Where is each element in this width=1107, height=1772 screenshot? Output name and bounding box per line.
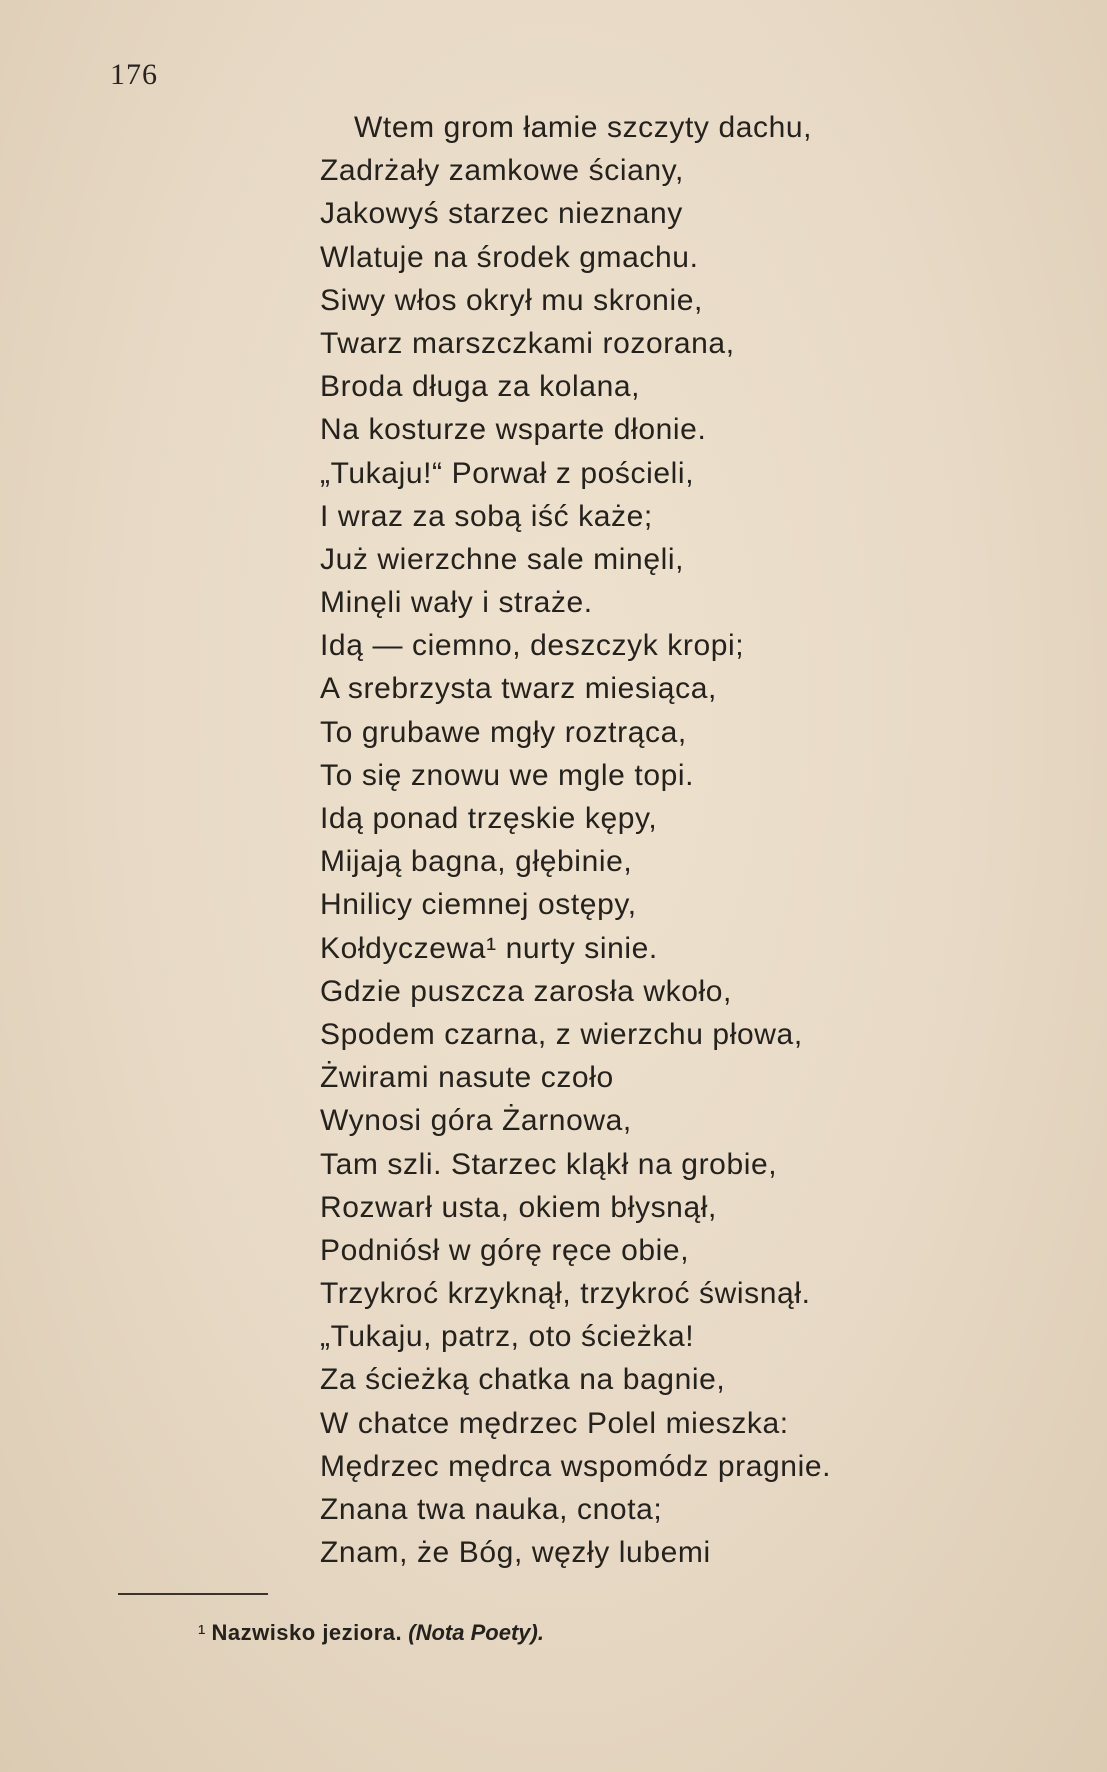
- poem-text: [320, 106, 1060, 1574]
- poem-line: Znana twa nauka, cnota;: [320, 1493, 663, 1526]
- poem-line: Wynosi góra Żarnowa,: [320, 1104, 632, 1138]
- poem-line: Twarz marszczkami rozorana,: [320, 326, 735, 360]
- poem-line: I wraz za sobą iść każe;: [320, 499, 653, 533]
- poem-line: „Tukaju!“ Porwał z pościeli,: [320, 456, 695, 490]
- poem-line: Broda długa za kolana,: [320, 370, 641, 404]
- poem-line: Podniósł w górę ręce obie,: [320, 1233, 690, 1267]
- poem-line: A srebrzysta twarz miesiąca,: [320, 672, 717, 706]
- poem-line: Tam szli. Starzec kląkł na grobie,: [320, 1147, 778, 1181]
- poem-line: Wlatuje na środek gmachu.: [320, 240, 699, 274]
- poem-line: Mędrzec mędrca wspomódz pragnie.: [320, 1449, 832, 1483]
- footnote-marker: ¹: [198, 1620, 206, 1645]
- poem-line: Zadrżały zamkowe ściany,: [320, 154, 684, 188]
- poem-line: Żwirami nasute czoło: [320, 1061, 614, 1095]
- poem-line: Siwy włos okrył mu skronie,: [320, 283, 703, 317]
- footnote-author-note: (Nota Poety).: [408, 1620, 544, 1645]
- poem-line: Kołdyczewa¹ nurty sinie.: [320, 931, 658, 965]
- poem-line: Mijają bagna, głębinie,: [320, 845, 633, 879]
- poem-line: Spodem czarna, z wierzchu płowa,: [320, 1017, 803, 1051]
- poem-line: Rozwarł usta, okiem błysnął,: [320, 1190, 717, 1224]
- poem-line: To się znowu we mgle topi.: [320, 758, 695, 792]
- poem-line: Jakowyś starzec nieznany: [320, 197, 683, 231]
- footnote: [198, 1620, 544, 1646]
- poem-line: To grubawe mgły roztrąca,: [320, 715, 687, 749]
- poem-line: Minęli wały i straże.: [320, 586, 593, 620]
- poem-line: Wtem grom łamie szczyty dachu,: [354, 111, 813, 144]
- poem-line: Idą ponad trzęskie kępy,: [320, 802, 658, 835]
- poem-line: Idą — ciemno, deszczyk kropi;: [320, 629, 745, 663]
- poem-line: „Tukaju, patrz, oto ścieżka!: [320, 1320, 695, 1354]
- footnote-text: Nazwisko jeziora.: [211, 1620, 403, 1645]
- poem-line: Już wierzchne sale minęli,: [320, 542, 685, 576]
- page-number: 176: [110, 58, 158, 91]
- footnote-divider: [118, 1593, 268, 1595]
- poem-line: Hnilicy ciemnej ostępy,: [320, 888, 637, 922]
- poem-line: Za ścieżką chatka na bagnie,: [320, 1363, 726, 1397]
- poem-line: Na kosturze wsparte dłonie.: [320, 413, 707, 447]
- poem-line: Gdzie puszcza zarosła wkoło,: [320, 974, 732, 1008]
- poem-line: Trzykroć krzyknął, trzykroć świsnął.: [320, 1277, 811, 1311]
- poem-line: Znam, że Bóg, węzły lubemi: [320, 1536, 711, 1570]
- poem-line: W chatce mędrzec Polel mieszka:: [320, 1406, 789, 1440]
